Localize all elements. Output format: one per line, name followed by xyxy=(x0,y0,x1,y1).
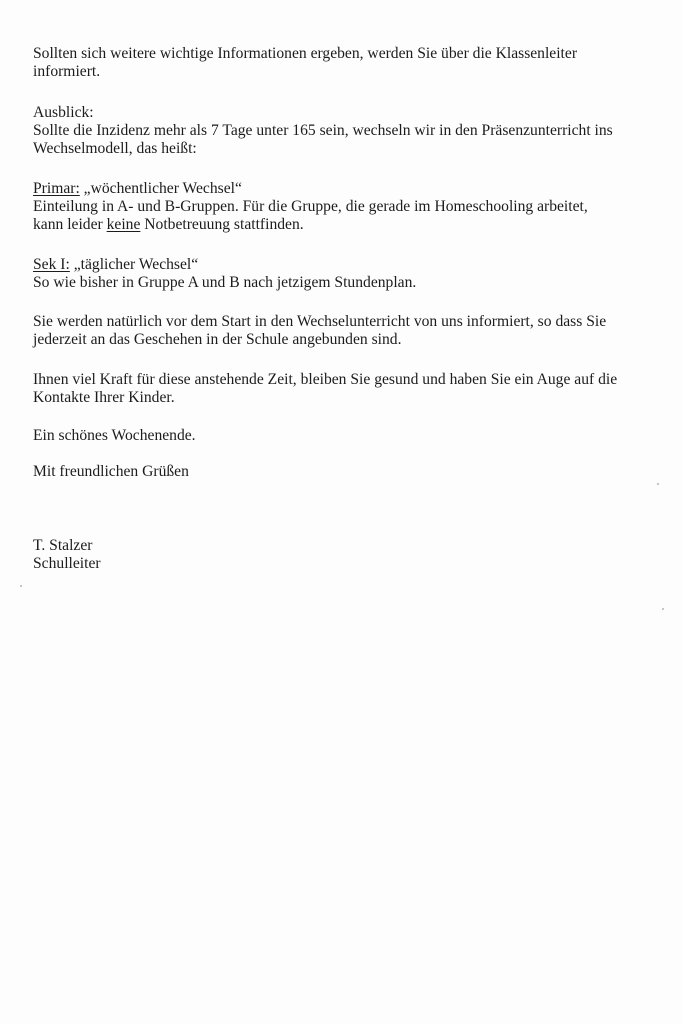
primar-heading xyxy=(33,180,588,198)
sek-section xyxy=(33,256,416,292)
weekend-line: Ein schönes Wochenende. xyxy=(33,427,196,444)
scan-speck xyxy=(20,585,22,587)
sek-title: „täglicher Wechsel“ xyxy=(69,256,199,273)
info-line-2: informiert. xyxy=(33,63,101,80)
sek-label: Sek I: xyxy=(33,256,70,273)
info-line-1: Sollten sich weitere wichtige Informationen ergeben, werden Sie über die Klassenleiter xyxy=(33,45,578,62)
closing-formula xyxy=(33,463,189,481)
primar-title: „wöchentlicher Wechsel“ xyxy=(79,180,242,197)
primar-line-2 xyxy=(33,216,588,234)
primar-label: Primar: xyxy=(33,180,80,197)
notice-line-2: jederzeit an das Geschehen in der Schule angebunden sind. xyxy=(33,331,402,348)
scan-speck xyxy=(657,483,659,485)
info-paragraph xyxy=(33,45,577,81)
signature-role: Schulleiter xyxy=(33,555,101,572)
wishes-line-1: Ihnen viel Kraft für diese anstehende Zeit, bleiben Sie gesund und haben Sie ein Auge auf die xyxy=(33,371,618,388)
primar-section xyxy=(33,180,588,234)
notice-paragraph xyxy=(33,313,606,349)
wishes-paragraph xyxy=(33,371,617,407)
primar-line-2-start: kann leider xyxy=(33,216,107,233)
closing-line: Mit freundlichen Grüßen xyxy=(33,463,189,480)
outlook-paragraph xyxy=(33,104,613,158)
scan-speck xyxy=(662,608,664,610)
primar-line-2-end: Notbetreuung stattfinden. xyxy=(140,216,304,233)
primar-line-1: Einteilung in A- und B-Gruppen. Für die Gruppe, die gerade im Homeschooling arbeitet, xyxy=(33,198,588,215)
signature-name: T. Stalzer xyxy=(33,537,93,554)
outlook-line-1: Sollte die Inzidenz mehr als 7 Tage unter 165 sein, wechseln wir in den Präsenzunterricht ins xyxy=(33,122,613,139)
outlook-line-2: Wechselmodell, das heißt: xyxy=(33,140,197,157)
signature-block xyxy=(33,537,101,573)
wishes-line-2: Kontakte Ihrer Kinder. xyxy=(33,389,175,406)
notice-line-1: Sie werden natürlich vor dem Start in den Wechselunterricht von uns informiert, so dass Sie xyxy=(33,313,607,330)
weekend-greeting xyxy=(33,427,196,445)
primar-emphasis: keine xyxy=(106,216,141,233)
outlook-heading: Ausblick: xyxy=(33,104,94,121)
sek-line-1: So wie bisher in Gruppe A und B nach jetzigem Stundenplan. xyxy=(33,274,417,291)
sek-heading xyxy=(33,256,416,274)
